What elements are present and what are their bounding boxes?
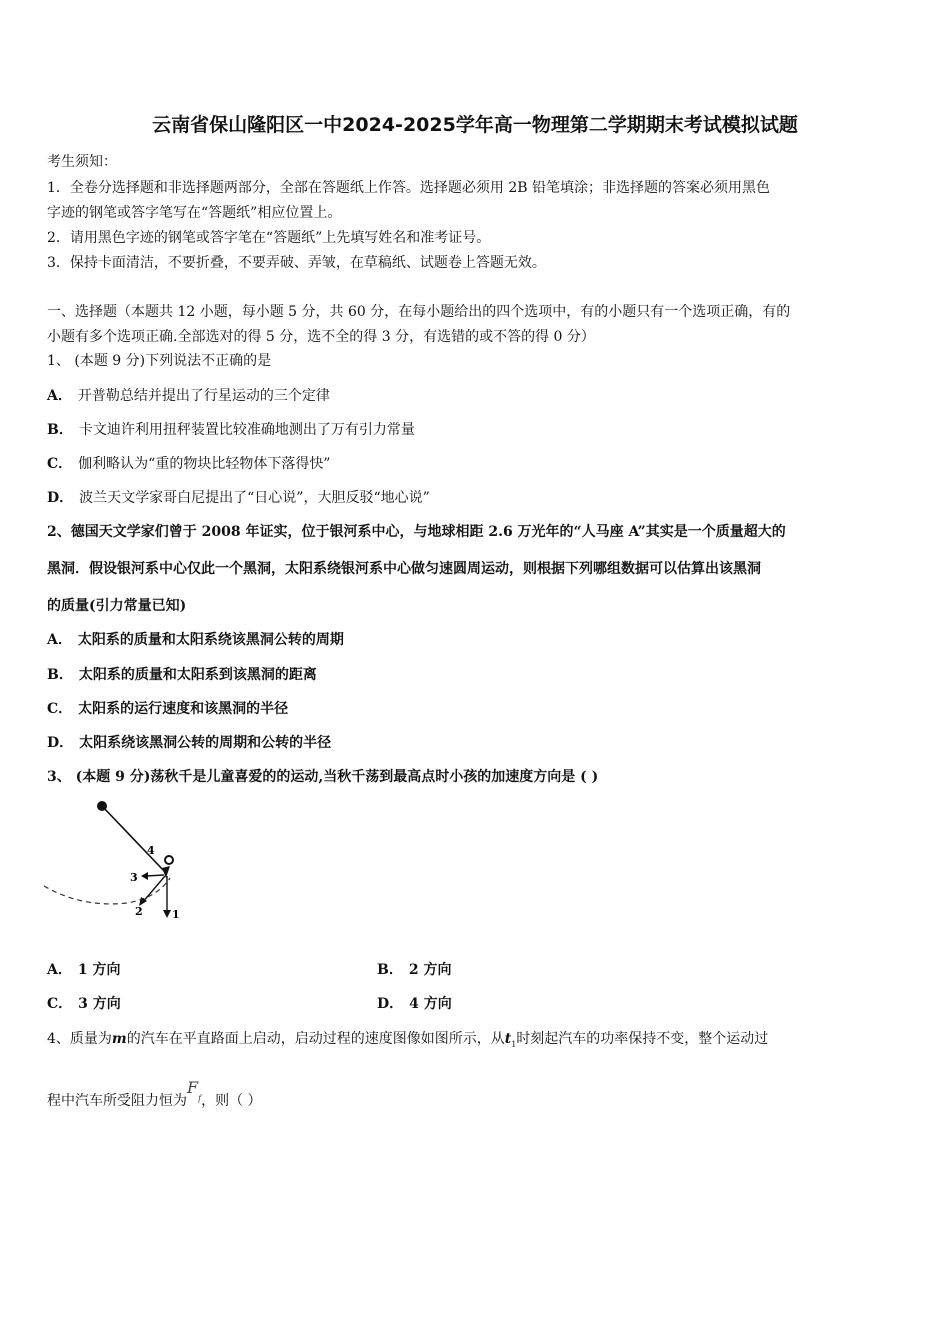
q3-option-d-label: D． — [377, 996, 404, 1012]
q2-option-b-text: 太阳系的质量和太阳系到该黑洞的距离 — [78, 667, 317, 683]
q2-option-a-text: 太阳系的质量和太阳系绕该黑洞公转的周期 — [77, 632, 344, 648]
child-body — [162, 866, 170, 878]
arrow-2 — [142, 876, 165, 903]
q4-mass-symbol: m — [111, 1031, 127, 1047]
q3-option-c — [47, 994, 121, 1014]
q2-option-b — [47, 665, 317, 685]
q2-option-d-label: D． — [47, 735, 74, 751]
q1-option-b — [47, 420, 415, 440]
notice-item-2: 2．请用黑色字迹的钢笔或答字笔在“答题纸”上先填写姓名和准考证号。 — [47, 230, 491, 246]
q3-option-a — [47, 960, 121, 980]
q1-option-b-label: B． — [47, 422, 73, 438]
arrow-3 — [146, 875, 164, 876]
q3-option-d — [377, 994, 452, 1014]
q4-text-d: 程中汽车所受阻力恒为 — [47, 1093, 187, 1109]
q2-option-a-label: A． — [47, 632, 72, 648]
q1-option-c-label: C． — [47, 456, 73, 472]
q3-option-c-text: 3 方向 — [78, 996, 121, 1012]
notice-item-1-line-1: 1．全卷分选择题和非选择题两部分，全部在答题纸上作答。选择题必须用 2B 铅笔填涂；非选择题的答案必须用黑色 — [47, 180, 770, 196]
q2-stem-line-3: 的质量(引力常量已知) — [47, 598, 187, 614]
arrow-1-head — [163, 910, 171, 918]
q1-option-a-label: A． — [47, 388, 72, 404]
label-1: 1 — [172, 908, 180, 921]
q4-friction-symbol: F — [187, 1078, 199, 1097]
q3-option-b — [377, 960, 451, 980]
q4-friction-subscript: f — [198, 1093, 202, 1103]
q3-option-d-text: 4 方向 — [409, 996, 452, 1012]
q1-option-b-text: 卡文迪许利用扭秤装置比较准确地测出了万有引力常量 — [78, 422, 415, 438]
q2-option-d-text: 太阳系绕该黑洞公转的周期和公转的半径 — [79, 735, 332, 751]
q1-option-d-text: 波兰天文学家哥白尼提出了“日心说”，大胆反驳“地心说” — [79, 490, 430, 506]
q4-text-a: 4、质量为 — [47, 1031, 112, 1047]
notice-heading: 考生须知： — [47, 154, 117, 170]
q2-option-c — [47, 699, 288, 719]
q2-option-a — [47, 630, 344, 650]
q2-stem-line-1: 2、德国天文学家们曾于 2008 年证实，位于银河系中心，与地球相距 2.6 万光年的“人马座 A”其实是一个质量超大的 — [47, 524, 786, 540]
q3-option-a-text: 1 方向 — [77, 962, 121, 978]
q3-option-a-label: A． — [47, 962, 72, 978]
q2-stem-line-2: 黑洞．假设银河系中心仅此一个黑洞，太阳系绕银河系中心做匀速圆周运动，则根据下列哪组数据可以估算出该黑洞 — [47, 561, 761, 577]
arrow-3-head — [141, 872, 148, 880]
q4-text-c: 时刻起汽车的功率保持不变，整个运动过 — [516, 1031, 769, 1047]
q4-text-e: ，则（ ） — [201, 1093, 262, 1109]
q3-option-b-label: B． — [377, 962, 403, 978]
q2-option-d — [47, 733, 331, 753]
q2-option-b-label: B． — [47, 667, 73, 683]
q1-option-d — [47, 488, 430, 508]
swing-diagram — [42, 798, 202, 928]
notice-item-1-line-2: 字迹的钢笔或答字笔写在“答题纸”相应位置上。 — [47, 205, 342, 221]
q1-option-c — [47, 454, 330, 474]
q4-stem-line-1 — [47, 1029, 768, 1055]
section-1-intro-line-2: 小题有多个选项正确.全部选对的得 5 分，选不全的得 3 分，有选错的或不答的得 0 分） — [47, 329, 595, 345]
q4-t1-symbol: t — [504, 1031, 512, 1047]
page-title: 云南省保山隆阳区一中2024-2025学年高一物理第二学期期末考试模拟试题 — [152, 114, 798, 136]
q1-option-a — [47, 386, 330, 406]
label-2: 2 — [135, 905, 143, 918]
q3-option-b-text: 2 方向 — [408, 962, 452, 978]
q1-option-a-text: 开普勒总结并提出了行星运动的三个定律 — [77, 388, 330, 404]
section-1-intro-line-1: 一、选择题（本题共 12 小题，每小题 5 分，共 60 分，在每小题给出的四个选项中，有的小题只有一个选项正确，有的 — [47, 304, 791, 320]
q1-stem: 1、 (本题 9 分)下列说法不正确的是 — [47, 353, 272, 369]
notice-item-3: 3．保持卡面清洁，不要折叠，不要弄破、弄皱，在草稿纸、试题卷上答题无效。 — [47, 255, 546, 271]
swing-arc — [44, 878, 170, 904]
q4-t1-subscript: 1 — [511, 1039, 517, 1049]
q2-option-c-label: C． — [47, 701, 73, 717]
q4-stem-line-2 — [47, 1078, 262, 1117]
child-head — [165, 856, 173, 864]
q1-option-c-text: 伽利略认为“重的物块比轻物体下落得快” — [78, 456, 331, 472]
q2-option-c-text: 太阳系的运行速度和该黑洞的半径 — [78, 701, 289, 717]
q3-option-c-label: C． — [47, 996, 73, 1012]
swing-rope — [102, 806, 166, 873]
q1-option-d-label: D． — [47, 490, 74, 506]
q4-text-b: 的汽车在平直路面上启动，启动过程的速度图像如图所示，从 — [126, 1031, 505, 1047]
label-3: 3 — [130, 871, 138, 884]
label-4: 4 — [147, 844, 155, 857]
q3-stem: 3、 (本题 9 分)荡秋千是儿童喜爱的的运动,当秋千荡到最高点时小孩的加速度方向是 ( ) — [47, 769, 599, 785]
